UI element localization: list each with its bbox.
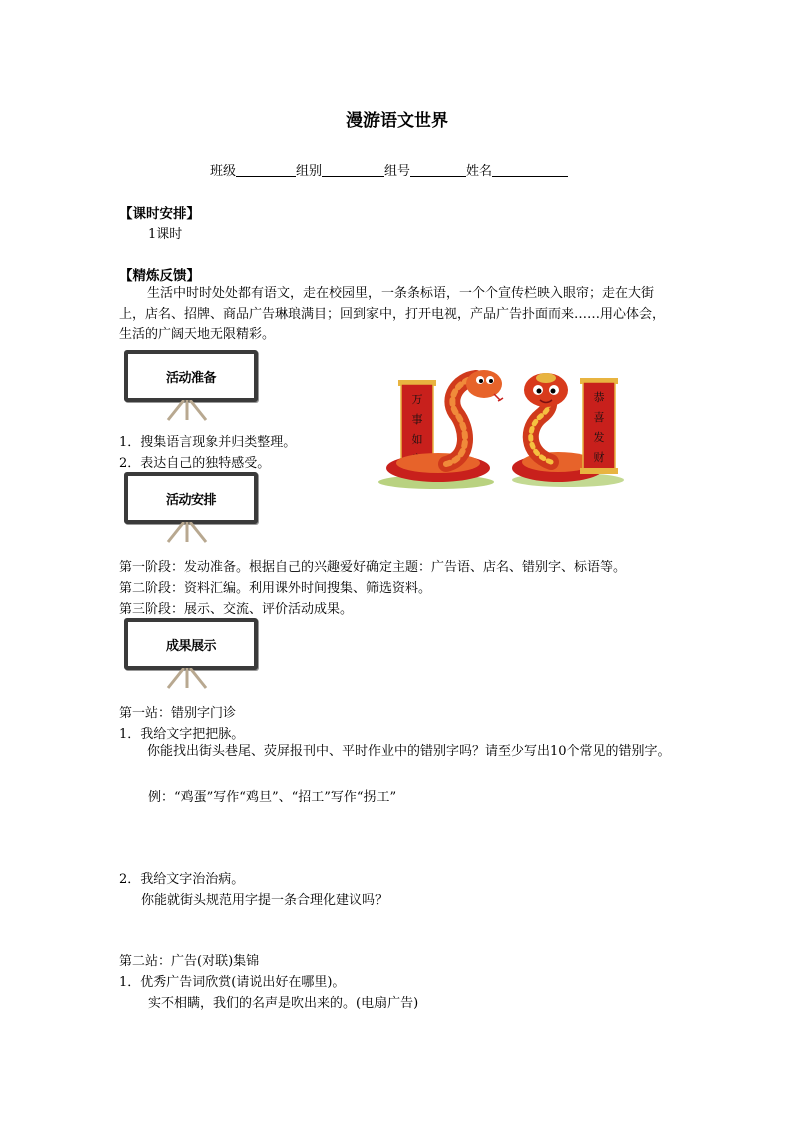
scroll-left-char-1: 万 [411, 393, 423, 406]
station1-item1-desc: 你能找出街头巷尾、荧屏报刊中、平时作业中的错别字吗？请至少写出10个常见的错别字。 [147, 744, 671, 759]
easel-icon [162, 668, 212, 690]
station2-item1-example: 实不相瞒，我们的名声是吹出来的。(电扇广告) [148, 996, 419, 1011]
scroll-left-char-2: 事 [411, 413, 423, 426]
number-label: 组号 [384, 164, 411, 179]
prep-item-1: 1．搜集语言现象并归类整理。 [119, 435, 297, 450]
board-prep [124, 350, 258, 420]
page-title: 漫游语文世界 [346, 111, 448, 131]
prep-item-2: 2．表达自己的独特感受。 [119, 456, 271, 471]
stage-3: 第三阶段：展示、交流、评价活动成果。 [119, 602, 354, 617]
scroll-left-char-3: 如 [411, 433, 423, 446]
board-result [124, 618, 258, 688]
scroll-right-char-4: 财 [593, 451, 605, 464]
board-result-label: 成果展示 [165, 639, 216, 654]
snake-illustration [376, 368, 636, 494]
name-label: 姓名 [466, 164, 493, 179]
schedule-text: 1课时 [148, 227, 183, 242]
board-prep-label: 活动准备 [165, 371, 216, 386]
station1-item1-title: 1．我给文字把把脉。 [119, 727, 245, 742]
number-blank[interactable] [410, 162, 466, 177]
class-label: 班级 [210, 164, 237, 179]
scroll-right-char-3: 发 [593, 431, 605, 444]
station1-item2-title: 2．我给文字治治病。 [119, 872, 245, 887]
group-blank[interactable] [322, 162, 384, 177]
station1-item1-example: 例：“鸡蛋”写作“鸡旦”、“招工”写作“拐工” [148, 790, 397, 805]
feedback-intro: 生活中时时处处都有语文，走在校园里，一条条标语，一个个宣传栏映入眼帘；走在大街上，店名、招牌、商品广告琳琅满目；回到家中，打开电视，产品广告扑面而来……用心体会，生活的广阔天地无限精彩。 [119, 286, 666, 342]
student-info-line [210, 160, 568, 179]
scroll-right-char-1: 恭 [593, 391, 605, 404]
easel-icon [162, 400, 212, 422]
easel-icon [162, 522, 212, 544]
board-arrange-label: 活动安排 [165, 493, 216, 508]
scroll-right [580, 378, 618, 474]
stage-1: 第一阶段：发动准备。根据自己的兴趣爱好确定主题：广告语、店名、错别字、标语等。 [119, 560, 627, 575]
station1-item2-desc: 你能就街头规范用字提一条合理化建议吗？ [141, 893, 389, 908]
station1-heading: 第一站：错别字门诊 [119, 706, 237, 721]
feedback-heading: 【精炼反馈】 [119, 268, 200, 284]
group-label: 组别 [296, 164, 323, 179]
class-blank[interactable] [236, 162, 296, 177]
board-arrange [124, 472, 258, 542]
name-blank[interactable] [492, 162, 568, 177]
scroll-right-char-2: 喜 [593, 411, 605, 424]
station2-item1-title: 1．优秀广告词欣赏(请说出好在哪里)。 [119, 975, 346, 990]
station2-heading: 第二站：广告(对联)集锦 [119, 954, 260, 969]
stage-2: 第二阶段：资料汇编。利用课外时间搜集、筛选资料。 [119, 581, 432, 596]
schedule-heading: 【课时安排】 [119, 206, 200, 222]
